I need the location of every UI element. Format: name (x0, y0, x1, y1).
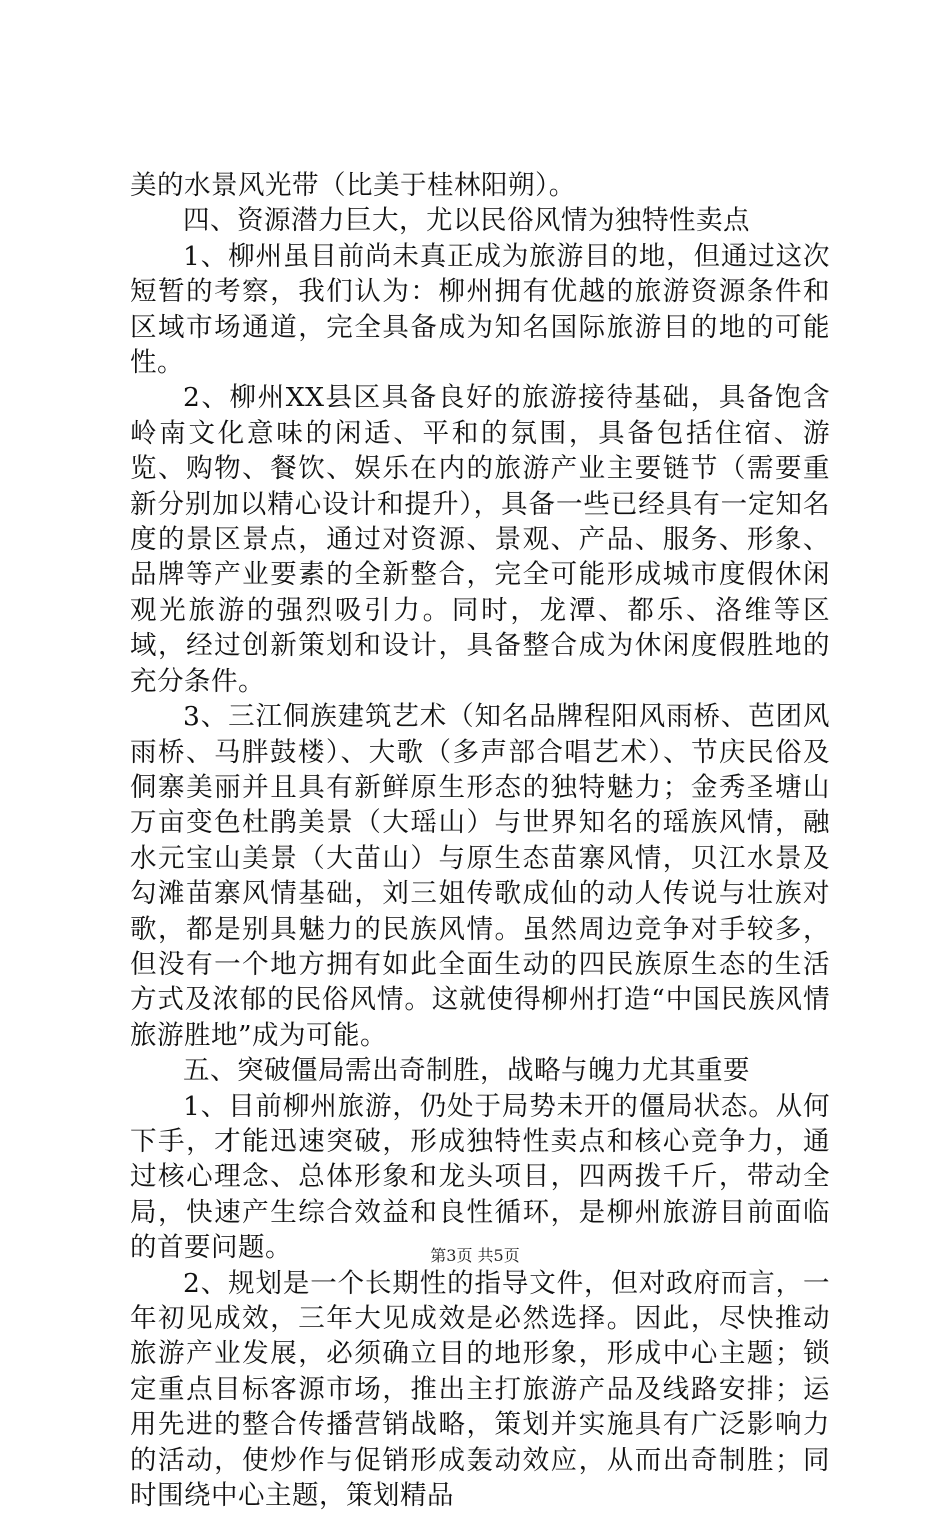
document-body (130, 168, 830, 1513)
section-heading-four: 四、资源潜力巨大，尤以民俗风情为独特性卖点 (183, 205, 750, 237)
paragraph-five-2: 2、规划是一个长期性的指导文件，但对政府而言，一年初见成效，三年大见成效是必然选择。因此，尽快推动旅游产业发展，必须确立目的地形象，形成中心主题；锁定重点目标客源市场，推出主打旅游产品及线路安排；运用先进的整合传播营销战略，策划并实施具有广泛影响力的活动，使炒作与促销形成轰动效应，从而出奇制胜；同时围绕中心主题，策划精品 (130, 1267, 830, 1512)
paragraph-five-1: 1、目前柳州旅游，仍处于局势未开的僵局状态。从何下手，才能迅速突破，形成独特性卖点和核心竞争力，通过核心理念、总体形象和龙头项目，四两拨千斤，带动全局，快速产生综合效益和良性循环，是柳州旅游目前面临的首要问题。 (130, 1090, 830, 1264)
paragraph-four-2: 2、柳州XX县区具备良好的旅游接待基础，具备饱含岭南文化意味的闲适、平和的氛围，具备包括住宿、游览、购物、餐饮、娱乐在内的旅游产业主要链节（需要重新分别加以精心设计和提升），具备一些已经具有一定知名度的景区景点，通过对资源、景观、产品、服务、形象、品牌等产业要素的全新整合，完全可能形成城市度假休闲观光旅游的强烈吸引力。同时，龙潭、都乐、洛维等区域，经过创新策划和设计，具备整合成为休闲度假胜地的充分条件。 (130, 382, 830, 697)
page-footer (0, 1246, 950, 1266)
paragraph-four-1: 1、柳州虽目前尚未真正成为旅游目的地，但通过这次短暂的考察，我们认为：柳州拥有优越的旅游资源条件和区域市场通道，完全具备成为知名国际旅游目的地的可能性。 (130, 240, 830, 379)
section-heading-five: 五、突破僵局需出奇制胜，战略与魄力尤其重要 (183, 1055, 750, 1087)
page-number-label: 第3页 共5页 (430, 1246, 520, 1265)
paragraph-four-3: 3、三江侗族建筑艺术（知名品牌程阳风雨桥、芭团风雨桥、马胖鼓楼）、大歌（多声部合唱艺术）、节庆民俗及侗寨美丽并且具有新鲜原生形态的独特魅力；金秀圣塘山万亩变色杜鹃美景（大瑶山）与世界知名的瑶族风情，融水元宝山美景（大苗山）与原生态苗寨风情，贝江水景及勾滩苗寨风情基础，刘三姐传歌成仙的动人传说与壮族对歌，都是别具魅力的民族风情。虽然周边竞争对手较多，但没有一个地方拥有如此全面生动的四民族原生态的生活方式及浓郁的民俗风情。这就使得柳州打造“中国民族风情旅游胜地”成为可能。 (130, 701, 830, 1051)
paragraph-continuation: 美的水景风光带（比美于桂林阳朔）。 (130, 170, 576, 201)
